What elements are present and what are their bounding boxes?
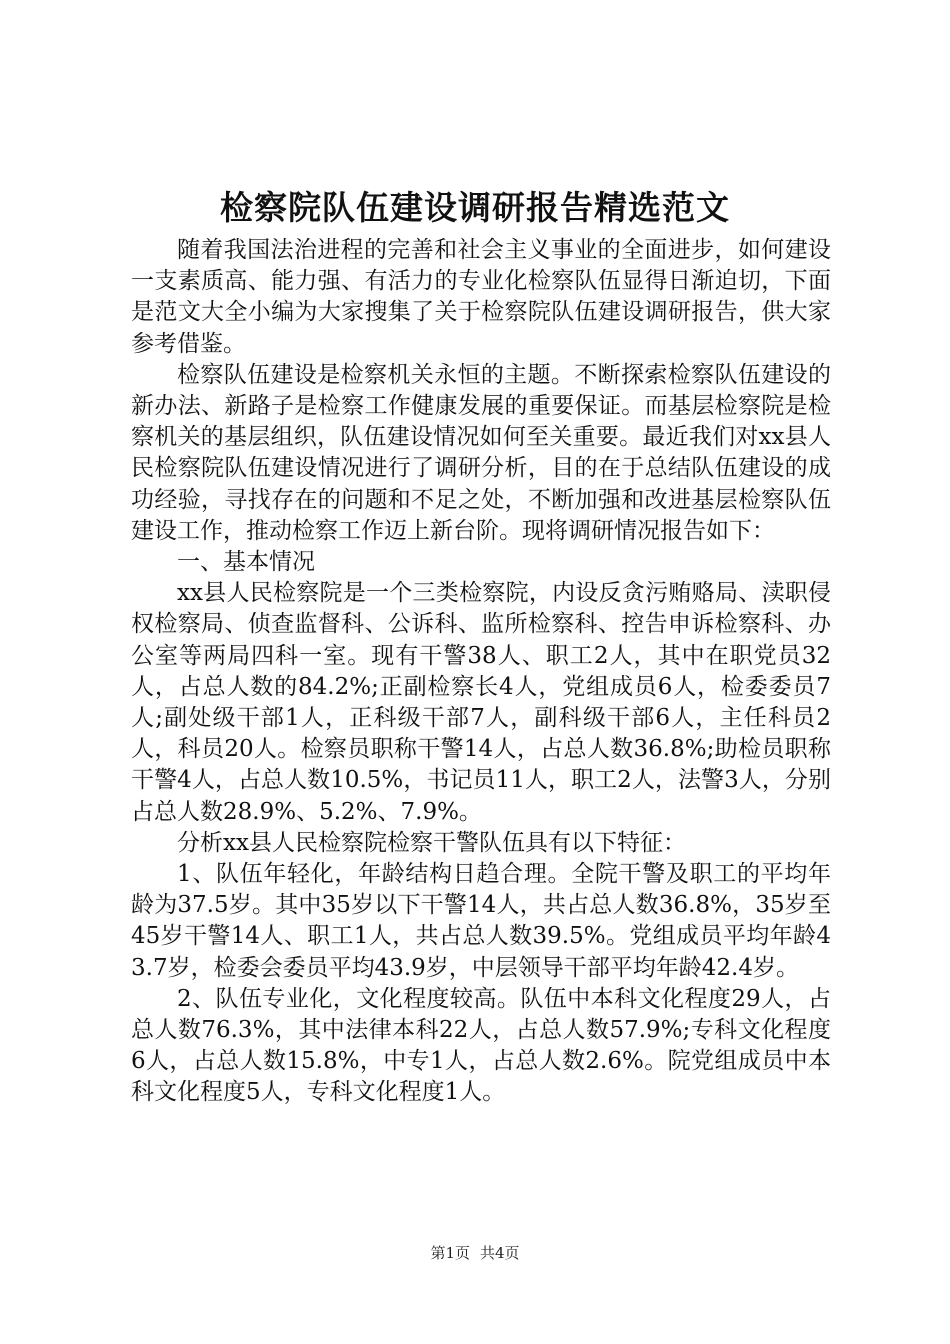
section-heading: 一、基本情况 (177, 549, 315, 576)
feature-1-paragraph: 1、队伍年轻化，年龄结构日趋合理。全院干警及职工的平均年龄为37.5岁。其中35岁以下干警14人，共占总人数36.8%，35岁至45岁干警14人、职工1人，共占总人数39.5%。党组成员平均年龄43.7岁，检委会委员平均43.9岁，中层领导干部平均年龄42.4岁。 (131, 861, 831, 981)
basic-info-paragraph: xx县人民检察院是一个三类检察院，内设反贪污贿赂局、渎职侵权检察局、侦查监督科、公诉科、监所检察科、控告申诉检察科、办公室等两局四科一室。现有干警38人、职工2人，其中在职党员32人，占总人数的84.2%;正副检察长4人，党组成员6人，检委委员7人;副处级干部1人，正科级干部7人，副科级干部6人，主任科员2人，科员20人。检察员职称干警14人，占总人数36.8%;助检员职称干警4人，占总人数10.5%，书记员11人，职工2人，法警3人，分别占总人数28.9%、5.2%、7.9%。 (131, 580, 831, 825)
document-title: 检察院队伍建设调研报告精选范文 (220, 188, 730, 227)
intro-paragraph: 随着我国法治进程的完善和社会主义事业的全面进步，如何建设一支素质高、能力强、有活力的专业化检察队伍显得日渐迫切，下面是范文大全小编为大家搜集了关于检察院队伍建设调研报告，供大家参考借鉴。 (131, 237, 831, 357)
page-number: 第1页 (430, 1244, 470, 1262)
feature-2-paragraph: 2、队伍专业化，文化程度较高。队伍中本科文化程度29人，占总人数76.3%，其中法律本科22人，占总人数57.9%;专科文化程度6人，占总人数15.8%，中专1人，占总人数2.6%。院党组成员中本科文化程度5人，专科文化程度1人。 (131, 985, 831, 1106)
document-body (131, 235, 831, 1109)
page-footer (0, 1243, 950, 1263)
analysis-intro-paragraph: 分析xx县人民检察院检察干警队伍具有以下特征： (177, 829, 686, 856)
page-total: 共4页 (480, 1244, 520, 1262)
overview-paragraph: 检察队伍建设是检察机关永恒的主题。不断探索检察队伍建设的新办法、新路子是检察工作健康发展的重要保证。而基层检察院是检察机关的基层组织，队伍建设情况如何至关重要。最近我们对xx县人民检察院队伍建设情况进行了调研分析，目的在于总结队伍建设的成功经验，寻找存在的问题和不足之处，不断加强和改进基层检察队伍建设工作，推动检察工作迈上新台阶。现将调研情况报告如下： (131, 361, 831, 544)
